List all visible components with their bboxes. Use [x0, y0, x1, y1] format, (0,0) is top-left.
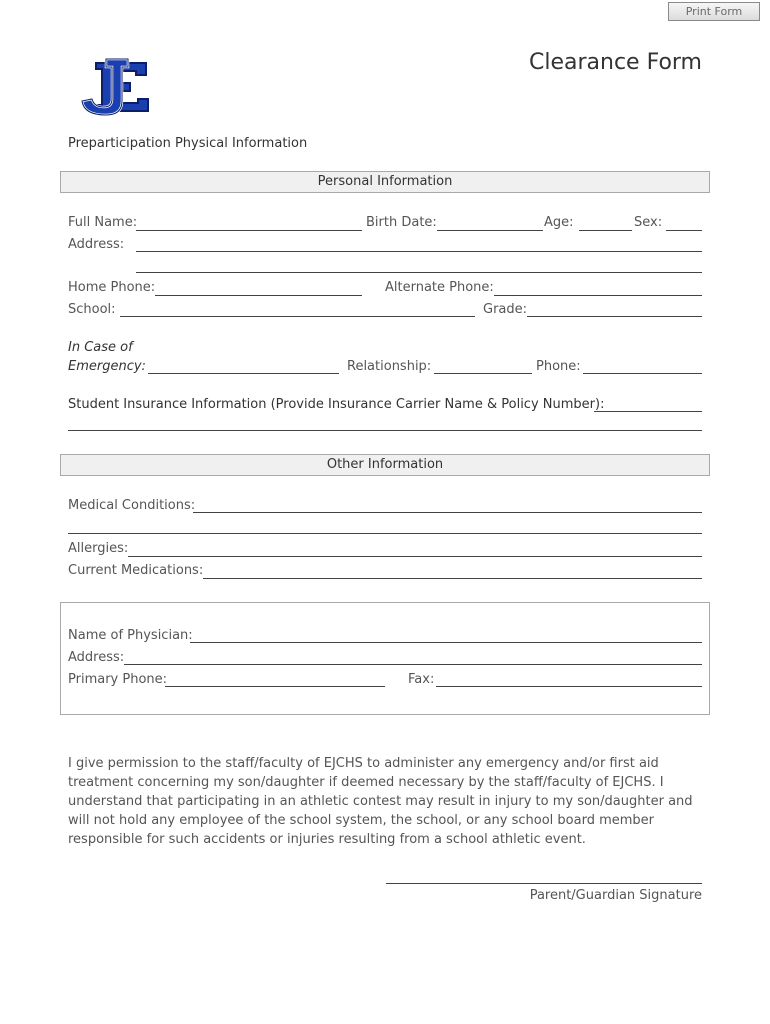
physician-fax-field[interactable]: [436, 686, 702, 687]
birth-date-field[interactable]: [437, 230, 543, 231]
form-subtitle: Preparticipation Physical Information: [68, 136, 308, 151]
address-field-line-2[interactable]: [136, 272, 702, 273]
full-name-field[interactable]: [136, 230, 362, 231]
school-label: School:: [68, 302, 116, 317]
insurance-label: Student Insurance Information (Provide Insurance Carrier Name & Policy Number):: [68, 397, 605, 412]
allergies-label: Allergies:: [68, 541, 129, 556]
home-phone-label: Home Phone:: [68, 280, 156, 295]
emergency-phone-label: Phone:: [536, 359, 581, 374]
physician-phone-field[interactable]: [165, 686, 385, 687]
alternate-phone-label: Alternate Phone:: [385, 280, 494, 295]
emergency-phone-field[interactable]: [583, 373, 702, 374]
birth-date-label: Birth Date:: [366, 215, 437, 230]
allergies-field[interactable]: [128, 556, 702, 557]
signature-field[interactable]: [386, 883, 702, 884]
other-information-header: Other Information: [60, 454, 710, 476]
print-form-button[interactable]: Print Form: [668, 2, 760, 21]
insurance-field-line-2[interactable]: [68, 430, 702, 431]
physician-name-field[interactable]: [190, 642, 702, 643]
page-title: Clearance Form: [528, 50, 702, 75]
ejchs-logo-icon: [76, 55, 152, 119]
age-field[interactable]: [579, 230, 632, 231]
physician-name-label: Name of Physician:: [68, 628, 193, 643]
physician-phone-label: Primary Phone:: [68, 672, 168, 687]
sex-field[interactable]: [666, 230, 702, 231]
address-field-line-1[interactable]: [136, 251, 702, 252]
medical-conditions-field-line-2[interactable]: [68, 533, 702, 534]
medical-conditions-label: Medical Conditions:: [68, 498, 196, 513]
age-label: Age:: [544, 215, 574, 230]
physician-fax-label: Fax:: [408, 672, 435, 687]
grade-label: Grade:: [483, 302, 528, 317]
school-field[interactable]: [120, 316, 475, 317]
relationship-label: Relationship:: [347, 359, 432, 374]
physician-address-field[interactable]: [124, 664, 702, 665]
physician-address-label: Address:: [68, 650, 125, 665]
relationship-field[interactable]: [434, 373, 532, 374]
emergency-label-line-1: In Case of: [68, 340, 133, 355]
address-label: Address:: [68, 237, 125, 252]
current-medications-label: Current Medications:: [68, 563, 204, 578]
full-name-label: Full Name:: [68, 215, 138, 230]
home-phone-field[interactable]: [155, 295, 362, 296]
emergency-contact-field[interactable]: [148, 373, 339, 374]
medical-conditions-field-line-1[interactable]: [193, 512, 702, 513]
permission-statement: I give permission to the staff/faculty of EJCHS to administer any emergency and/or first aid treatment concerning my son/daughter if deemed necessary by the staff/faculty of EJCHS. I understand that participating in an athletic contest may result in injury to my son/daughter and will not hold any employee of the school system, the school, or any school board member responsible for such accidents or injuries resulting from a school athletic event.: [68, 756, 693, 847]
sex-label: Sex:: [634, 215, 663, 230]
signature-label: Parent/Guardian Signature: [529, 888, 702, 903]
physician-section: [60, 602, 710, 715]
current-medications-field[interactable]: [203, 578, 702, 579]
personal-information-header: Personal Information: [60, 171, 710, 193]
alternate-phone-field[interactable]: [494, 295, 702, 296]
grade-field[interactable]: [527, 316, 702, 317]
insurance-field-line-1[interactable]: [594, 411, 702, 412]
emergency-label-line-2: Emergency:: [68, 359, 146, 374]
